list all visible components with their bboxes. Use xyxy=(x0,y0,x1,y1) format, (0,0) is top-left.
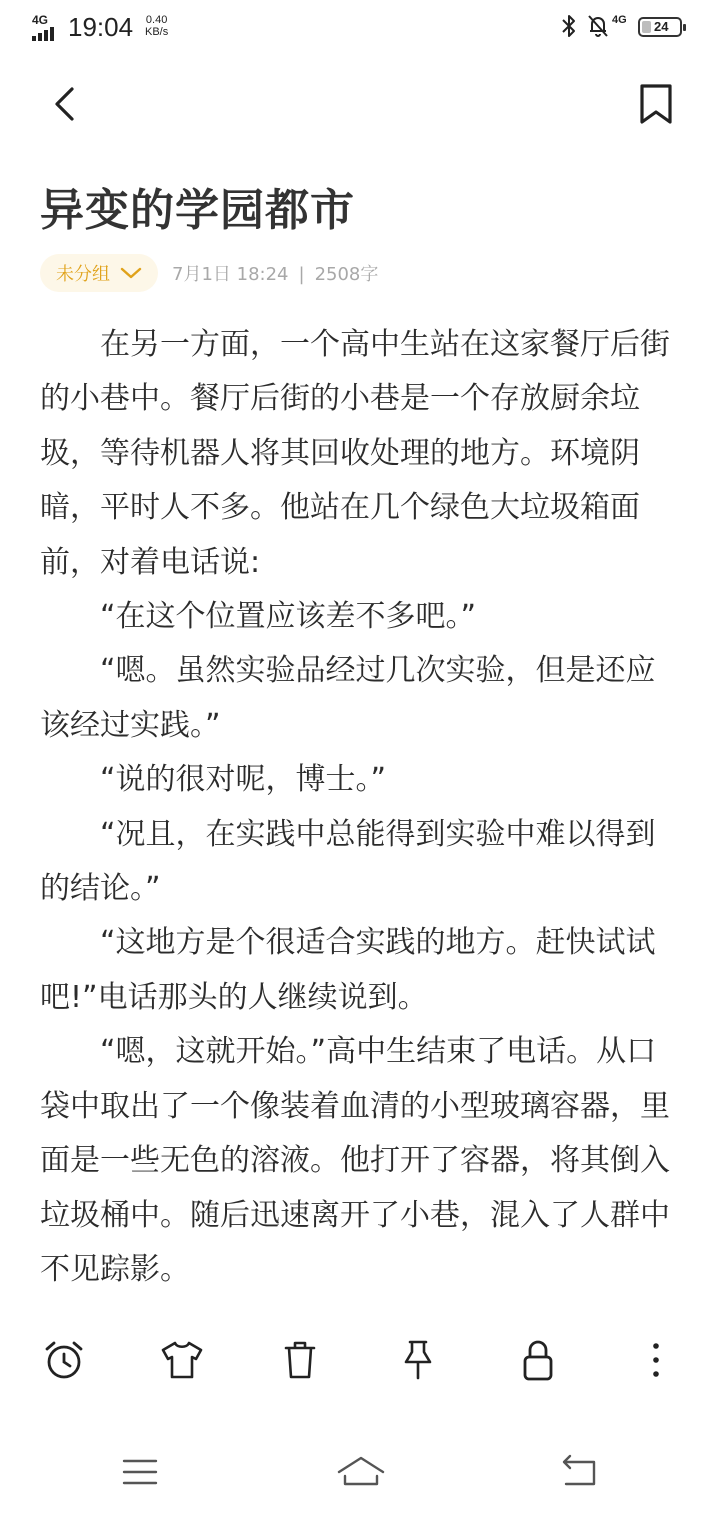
paragraph: “况且，在实践中总能得到实验中难以得到的结论。” xyxy=(40,816,656,907)
bookmark-icon xyxy=(636,82,676,126)
more-vertical-icon xyxy=(634,1338,678,1382)
group-selector[interactable] xyxy=(40,254,158,292)
back-nav-icon xyxy=(558,1450,602,1494)
skin-button[interactable] xyxy=(158,1336,206,1384)
home-icon xyxy=(336,1450,386,1494)
pin-button[interactable] xyxy=(394,1336,442,1384)
battery-level: 24 xyxy=(654,19,669,34)
note-body[interactable] xyxy=(40,318,685,1306)
back-nav-button[interactable] xyxy=(558,1450,602,1494)
word-count: 2508字 xyxy=(314,264,379,285)
more-button[interactable] xyxy=(632,1336,680,1384)
battery-icon xyxy=(638,17,682,37)
paragraph: 在另一方面，一个高中生站在这家餐厅后街的小巷中。餐厅后街的小巷是一个存放厨余垃圾，等待机器人将其回收处理的地方。环境阴暗，平时人不多。他站在几个绿色大垃圾箱面前，对着电话说: xyxy=(40,327,670,580)
note-meta xyxy=(40,254,378,292)
trash-icon xyxy=(278,1338,322,1382)
lock-icon xyxy=(516,1337,560,1383)
paragraph: “在这个位置应该差不多吧。” xyxy=(100,599,477,635)
home-nav-button[interactable] xyxy=(336,1450,386,1494)
clock: 19:04 xyxy=(68,12,134,42)
pin-icon xyxy=(396,1338,440,1382)
chevron-left-icon xyxy=(44,82,84,126)
paragraph: “说的很对呢，博士。” xyxy=(100,762,387,798)
delete-button[interactable] xyxy=(276,1336,324,1384)
note-info xyxy=(172,260,378,286)
meta-separator: | xyxy=(298,264,305,285)
chevron-down-icon xyxy=(120,266,142,280)
speed-value: 0.40 xyxy=(145,14,168,26)
paragraph: “嗯，这就开始。”高中生结束了电话。从口袋中取出了一个像装着血清的小型玻璃容器，里面是一些无色的溶液。他打开了容器，将其倒入垃圾桶中。随后迅速离开了小巷，混入了人群中不见踪影。 xyxy=(40,1034,670,1287)
network-4g-label: 4G xyxy=(612,14,627,26)
reminder-button[interactable] xyxy=(40,1336,88,1384)
bottom-toolbar xyxy=(0,1306,720,1410)
menu-nav-button[interactable] xyxy=(118,1450,162,1494)
paragraph: “嗯。虽然实验品经过几次实验，但是还应该经过实践。” xyxy=(40,653,656,743)
paragraph: “这地方是个很适合实践的地方。赶快试试吧!”电话那头的人继续说到。 xyxy=(40,925,656,1015)
network-speed xyxy=(145,14,168,38)
status-bar xyxy=(0,0,720,56)
network-type: 4G xyxy=(32,13,49,27)
menu-icon xyxy=(118,1450,162,1494)
bookmark-button[interactable] xyxy=(636,82,676,126)
signal-icon xyxy=(30,13,60,41)
lock-button[interactable] xyxy=(514,1336,562,1384)
back-button[interactable] xyxy=(44,82,84,126)
group-label: 未分组 xyxy=(56,264,110,285)
speed-unit: KB/s xyxy=(145,26,169,38)
note-title[interactable]: 异变的学园都市 xyxy=(40,185,355,236)
alarm-clock-icon xyxy=(42,1338,86,1382)
system-nav-bar xyxy=(0,1430,720,1520)
note-date: 7月1日 18:24 xyxy=(172,264,289,285)
bluetooth-icon xyxy=(558,12,580,40)
mute-bell-icon xyxy=(586,12,610,40)
tshirt-icon xyxy=(159,1338,205,1382)
